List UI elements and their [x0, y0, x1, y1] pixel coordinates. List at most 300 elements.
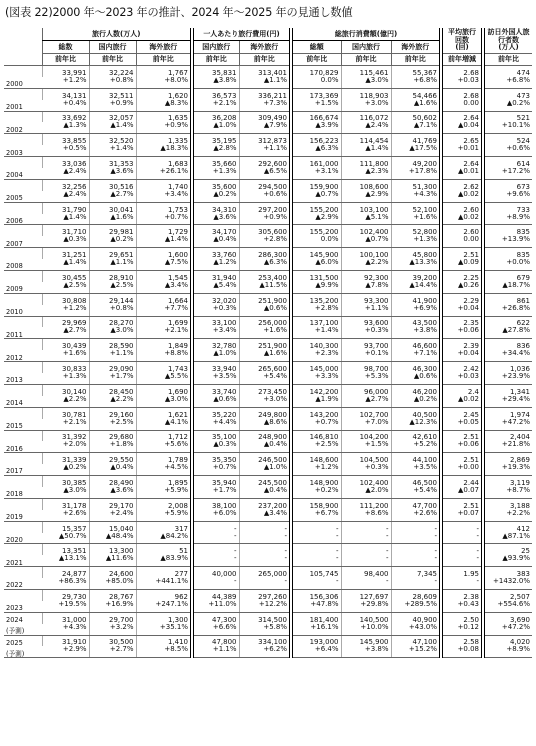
cell-growth: ▲18.3% [136, 145, 192, 156]
cell-growth: ▲1.6% [391, 100, 441, 111]
cell-growth: +0.06 [441, 327, 483, 338]
cell-value: 1,753 [136, 202, 192, 213]
cell-growth: +6.8% [483, 77, 532, 88]
cell-value: 2,869 [483, 453, 532, 464]
cell-value: 30,808 [42, 293, 89, 304]
cell-growth: ▲83.9% [136, 555, 192, 566]
cell-growth: ▲3.6% [89, 168, 136, 179]
table-row [4, 179, 532, 190]
cell-value: 159,900 [291, 179, 341, 190]
cell-growth: +1.6% [391, 214, 441, 225]
header-spend-overseas: 海外旅行 [239, 41, 291, 54]
cell-value: 1,974 [483, 407, 532, 418]
row-year [4, 476, 42, 499]
cell-value: 46,600 [391, 339, 441, 350]
table-row [4, 567, 532, 578]
cell-value: 181,400 [291, 612, 341, 623]
table-row-growth [4, 624, 532, 635]
cell-growth: ▲3.0% [42, 487, 89, 498]
cell-growth: ▲7.8% [341, 282, 391, 293]
cell-growth: ▲0.7% [291, 191, 341, 202]
cell-growth: - [239, 578, 291, 589]
cell-value: 52,800 [391, 225, 441, 236]
cell-growth: +2.1% [192, 100, 239, 111]
cell-value: 29,170 [89, 498, 136, 509]
cell-value: - [192, 521, 239, 532]
cell-growth: ▲0.02 [441, 191, 483, 202]
cell-growth: +2.5% [291, 441, 341, 452]
cell-value: 98,700 [341, 362, 391, 373]
cell-growth: +6.6% [192, 624, 239, 635]
cell-value: 115,461 [341, 66, 391, 77]
cell-growth: ▲1.4% [89, 122, 136, 133]
cell-value: 297,260 [239, 589, 291, 600]
cell-growth: +1.1% [192, 646, 239, 657]
cell-value: 31,251 [42, 248, 89, 259]
cell-value: 25 [483, 544, 532, 555]
cell-growth: +1.8% [89, 441, 136, 452]
table-row [4, 202, 532, 213]
row-year-label: 2009 [6, 285, 23, 294]
cell-value: 131,500 [291, 271, 341, 282]
cell-growth: +0.12 [441, 624, 483, 635]
cell-growth: +26.8% [483, 305, 532, 316]
cell-growth: +16.9% [89, 601, 136, 612]
cell-growth: +19.3% [483, 464, 532, 475]
cell-value: 31,000 [42, 612, 89, 623]
cell-value: 40,900 [391, 612, 441, 623]
cell-growth: +8.0% [136, 77, 192, 88]
cell-value: 143,200 [291, 407, 341, 418]
row-year-label: 2000 [6, 80, 23, 89]
row-year-label: 2015 [6, 421, 23, 430]
cell-value: 30,833 [42, 362, 89, 373]
cell-value: 166,674 [291, 111, 341, 122]
cell-value: 108,600 [341, 179, 391, 190]
header-yoy-5: 前年比 [239, 54, 291, 66]
cell-value: 314,500 [239, 612, 291, 623]
cell-value: 1.95 [441, 567, 483, 578]
cell-growth: +47.2% [483, 624, 532, 635]
cell-growth: +8.6% [341, 510, 391, 521]
cell-growth: +1.4% [291, 327, 341, 338]
cell-value: 2.29 [441, 293, 483, 304]
cell-value: 43,500 [391, 316, 441, 327]
cell-growth: +4.3% [391, 191, 441, 202]
header-yoy-2: 前年比 [89, 54, 136, 66]
cell-growth: ▲1.4% [136, 236, 192, 247]
cell-growth: +289.5% [391, 601, 441, 612]
cell-value: 40,000 [192, 567, 239, 578]
cell-growth: - [192, 555, 239, 566]
cell-value: 102,400 [341, 476, 391, 487]
cell-growth: +0.06 [441, 441, 483, 452]
table-row [4, 339, 532, 350]
cell-growth: +8.5% [136, 646, 192, 657]
cell-growth: ▲17.5% [391, 145, 441, 156]
cell-value: 2.64 [441, 157, 483, 168]
data-table-wrapper [4, 28, 532, 742]
table-row [4, 66, 532, 77]
cell-value: 2.38 [441, 589, 483, 600]
cell-value: 135,200 [291, 293, 341, 304]
cell-growth: ▲12.3% [391, 419, 441, 430]
cell-value: 614 [483, 157, 532, 168]
cell-growth: ▲0.6% [391, 373, 441, 384]
cell-value: 1,036 [483, 362, 532, 373]
cell-growth: +6.9% [391, 305, 441, 316]
cell-growth: +3.4% [192, 327, 239, 338]
table-row-growth [4, 487, 532, 498]
row-year-label: 2008 [6, 262, 23, 271]
cell-growth: +0.08 [441, 646, 483, 657]
cell-growth: ▲18.7% [483, 282, 532, 293]
cell-value: 31,178 [42, 498, 89, 509]
cell-growth: +0.07 [441, 510, 483, 521]
cell-value: 1,849 [136, 339, 192, 350]
table-row-growth [4, 578, 532, 589]
cell-value: 30,500 [89, 635, 136, 646]
cell-growth: +5.9% [136, 510, 192, 521]
cell-growth: +1.1% [341, 305, 391, 316]
cell-value: 273,450 [239, 384, 291, 395]
cell-value: 2.50 [441, 612, 483, 623]
cell-growth: +47.8% [291, 601, 341, 612]
cell-growth: +3.3% [291, 373, 341, 384]
cell-growth: - [441, 533, 483, 544]
cell-value: 2.44 [441, 476, 483, 487]
cell-value: 1,600 [136, 248, 192, 259]
table-row [4, 476, 532, 487]
cell-growth: ▲1.1% [239, 77, 291, 88]
cell-value: 673 [483, 179, 532, 190]
cell-growth: ▲7.5% [136, 259, 192, 270]
cell-value: 31,710 [42, 225, 89, 236]
row-year [4, 111, 42, 134]
cell-growth: ▲87.1% [483, 533, 532, 544]
cell-value: 2.58 [441, 635, 483, 646]
table-row-growth [4, 555, 532, 566]
cell-value: 32,520 [89, 134, 136, 145]
cell-growth: +15.2% [391, 646, 441, 657]
cell-growth: ▲2.7% [89, 191, 136, 202]
cell-growth: +4.4% [192, 419, 239, 430]
cell-value: 265,000 [239, 567, 291, 578]
cell-value: 31,940 [192, 271, 239, 282]
cell-value: 474 [483, 66, 532, 77]
cell-value: 47,100 [391, 635, 441, 646]
row-year [4, 339, 42, 362]
cell-growth: +3.5% [391, 464, 441, 475]
cell-growth: +10.0% [341, 624, 391, 635]
row-year-label: 2020 [6, 535, 23, 544]
cell-growth: ▲0.01 [441, 168, 483, 179]
cell-value: 47,300 [192, 612, 239, 623]
cell-value: - [239, 521, 291, 532]
cell-value: 2,507 [483, 589, 532, 600]
row-year-label: 2011 [6, 330, 23, 339]
cell-value: 155,200 [291, 225, 341, 236]
cell-value: 193,000 [291, 635, 341, 646]
cell-growth: +47.2% [483, 419, 532, 430]
cell-value: 111,800 [341, 157, 391, 168]
cell-value: 44,100 [391, 453, 441, 464]
header-travelers: 旅行人数(万人) [42, 28, 192, 41]
table-row-growth [4, 145, 532, 156]
cell-growth: ▲3.6% [192, 214, 239, 225]
table-body [4, 66, 532, 658]
table-row-growth [4, 441, 532, 452]
cell-growth: +6.8% [391, 77, 441, 88]
cell-growth: +0.3% [341, 327, 391, 338]
cell-growth: +5.8% [239, 624, 291, 635]
cell-growth: ▲3.0% [89, 327, 136, 338]
cell-growth: +6.4% [291, 646, 341, 657]
cell-growth: ▲2.9% [341, 191, 391, 202]
cell-growth: - [192, 533, 239, 544]
row-year-label: 2022 [6, 581, 23, 590]
cell-growth: ▲13.1% [42, 555, 89, 566]
cell-growth: +247.1% [136, 601, 192, 612]
cell-value: 237,200 [239, 498, 291, 509]
cell-value: 41,769 [391, 134, 441, 145]
cell-growth: ▲6.0% [291, 259, 341, 270]
cell-growth: +85.0% [89, 578, 136, 589]
cell-growth: +0.1% [341, 350, 391, 361]
table-row [4, 612, 532, 623]
cell-value: 30,041 [89, 202, 136, 213]
header-yoy-1: 前年比 [42, 54, 89, 66]
cell-growth: +5.6% [136, 441, 192, 452]
cell-value: 383 [483, 567, 532, 578]
cell-growth: +0.2% [291, 487, 341, 498]
cell-growth: ▲0.2% [391, 396, 441, 407]
cell-value: 2.51 [441, 453, 483, 464]
row-year [4, 293, 42, 316]
cell-value: 277 [136, 567, 192, 578]
cell-growth: ▲3.4% [239, 510, 291, 521]
cell-growth: ▲2.4% [42, 168, 89, 179]
cell-growth: +34.4% [483, 350, 532, 361]
table-row-growth [4, 191, 532, 202]
cell-value: 2.45 [441, 407, 483, 418]
row-year-label: 2025 [6, 639, 23, 648]
cell-growth: +1.3% [192, 168, 239, 179]
cell-value: 309,490 [239, 111, 291, 122]
cell-growth: ▲5.4% [192, 282, 239, 293]
cell-growth: ▲3.0% [341, 77, 391, 88]
cell-value: 35,600 [192, 179, 239, 190]
row-year [4, 248, 42, 271]
cell-value: 51 [136, 544, 192, 555]
cell-value: 962 [136, 589, 192, 600]
cell-growth: +21.8% [483, 441, 532, 452]
cell-value: 42,610 [391, 430, 441, 441]
cell-value: 2.64 [441, 111, 483, 122]
cell-growth: ▲2.3% [341, 168, 391, 179]
cell-value: 1,789 [136, 453, 192, 464]
cell-growth: ▲0.3% [42, 236, 89, 247]
cell-growth: ▲6.3% [291, 145, 341, 156]
row-year-label: 2002 [6, 125, 23, 134]
cell-growth: +6.7% [291, 510, 341, 521]
cell-value: 140,300 [291, 339, 341, 350]
cell-growth: +23.9% [483, 373, 532, 384]
cell-value: 28,490 [89, 476, 136, 487]
cell-growth: +13.9% [483, 236, 532, 247]
cell-growth: +5.3% [341, 373, 391, 384]
cell-value: 29,550 [89, 453, 136, 464]
row-year-label: 2016 [6, 444, 23, 453]
cell-growth: ▲2.2% [42, 396, 89, 407]
row-year-forecast: (予測) [6, 626, 25, 635]
cell-value: 29,144 [89, 293, 136, 304]
cell-growth: +2.3% [291, 350, 341, 361]
cell-growth: ▲9.9% [291, 282, 341, 293]
cell-value: 28,450 [89, 384, 136, 395]
cell-value: 2.51 [441, 498, 483, 509]
row-year [4, 362, 42, 385]
cell-growth: ▲2.2% [89, 396, 136, 407]
cell-growth: +3.2% [89, 624, 136, 635]
cell-value: 294,500 [239, 179, 291, 190]
row-year [4, 635, 42, 658]
cell-growth: +1.3% [42, 373, 89, 384]
row-year-label: 2021 [6, 558, 23, 567]
cell-growth: - [391, 533, 441, 544]
cell-growth: ▲1.6% [89, 214, 136, 225]
cell-value: 29,969 [42, 316, 89, 327]
table-row-growth [4, 533, 532, 544]
cell-growth: +1.6% [42, 350, 89, 361]
cell-value: 35,100 [192, 430, 239, 441]
cell-value: 2,008 [136, 498, 192, 509]
cell-growth: - [391, 555, 441, 566]
cell-value: 29,981 [89, 225, 136, 236]
cell-value: 473 [483, 88, 532, 99]
table-row-growth [4, 327, 532, 338]
cell-growth: +5.4% [391, 487, 441, 498]
row-year [4, 430, 42, 453]
cell-value: 15,040 [89, 521, 136, 532]
cell-value: 28,590 [89, 339, 136, 350]
row-year [4, 612, 42, 635]
header-blank-2 [4, 41, 42, 54]
cell-growth: ▲2.5% [89, 282, 136, 293]
cell-growth: ▲0.3% [192, 441, 239, 452]
header-overseas: 海外旅行 [136, 41, 192, 54]
cell-growth: +1.5% [291, 100, 341, 111]
cell-growth: ▲13.3% [391, 259, 441, 270]
cell-growth: +2.8% [239, 236, 291, 247]
header-total-consumption: 総旅行消費額(億円) [291, 28, 441, 41]
cell-value: 148,600 [291, 453, 341, 464]
cell-growth: +10.1% [483, 122, 532, 133]
cell-value: 2.39 [441, 339, 483, 350]
cell-value: 29,651 [89, 248, 136, 259]
cell-growth: +1.3% [391, 236, 441, 247]
table-row-growth [4, 100, 532, 111]
cell-value: 31,339 [42, 453, 89, 464]
cell-value: 155,200 [291, 202, 341, 213]
cell-growth: +0.7% [291, 419, 341, 430]
cell-growth: +2.5% [89, 419, 136, 430]
cell-growth: ▲2.7% [42, 327, 89, 338]
cell-growth: ▲8.6% [239, 419, 291, 430]
cell-growth: +0.4% [42, 100, 89, 111]
cell-growth: +1.2% [291, 464, 341, 475]
cell-value: 35,220 [192, 407, 239, 418]
cell-growth: +0.01 [441, 145, 483, 156]
cell-growth: +0.5% [42, 145, 89, 156]
cell-growth: ▲2.7% [341, 396, 391, 407]
cell-value: 29,730 [42, 589, 89, 600]
cell-growth: ▲4.1% [136, 419, 192, 430]
cell-growth: +0.3% [341, 464, 391, 475]
cell-growth: +35.1% [136, 624, 192, 635]
cell-growth: +1.7% [89, 373, 136, 384]
cell-value: 28,609 [391, 589, 441, 600]
cell-value: 32,224 [89, 66, 136, 77]
cell-value: - [239, 544, 291, 555]
cell-value: 30,385 [42, 476, 89, 487]
cell-growth: 0.00 [441, 100, 483, 111]
cell-value: 1,664 [136, 293, 192, 304]
header-total: 総数 [42, 41, 89, 54]
row-year [4, 202, 42, 225]
header-inbound-unit: (万人) [498, 43, 519, 52]
cell-growth: +1.2% [42, 305, 89, 316]
cell-growth: ▲3.9% [291, 122, 341, 133]
cell-value: 35,350 [192, 453, 239, 464]
cell-value: 297,200 [239, 202, 291, 213]
row-year-label: 2003 [6, 148, 23, 157]
cell-value: 861 [483, 293, 532, 304]
cell-value: 35,831 [192, 66, 239, 77]
header-diff: 前年増減 [441, 54, 483, 66]
row-year [4, 316, 42, 339]
cell-growth: +0.9% [136, 122, 192, 133]
table-row-growth [4, 419, 532, 430]
table-row [4, 157, 532, 168]
cell-value: 256,000 [239, 316, 291, 327]
cell-growth: ▲1.3% [42, 122, 89, 133]
cell-growth: +17.2% [483, 168, 532, 179]
cell-growth: +7.1% [391, 350, 441, 361]
cell-growth: +2.9% [42, 646, 89, 657]
cell-value: 40,500 [391, 407, 441, 418]
cell-growth: ▲0.6% [239, 305, 291, 316]
table-row [4, 407, 532, 418]
row-year-label: 2007 [6, 239, 23, 248]
header-spend-per-person: 一人あたり旅行費用(円) [192, 28, 291, 41]
cell-growth: +3.4% [136, 191, 192, 202]
header-blank [4, 28, 42, 41]
cell-value: 2.4 [441, 384, 483, 395]
row-year [4, 66, 42, 89]
cell-value: - [291, 544, 341, 555]
cell-value: 29,680 [89, 430, 136, 441]
cell-value: 1,300 [136, 612, 192, 623]
cell-value: 246,500 [239, 453, 291, 464]
cell-value: 31,353 [89, 157, 136, 168]
cell-value: 2.51 [441, 248, 483, 259]
cell-value: 2.60 [441, 225, 483, 236]
cell-value: 30,781 [42, 407, 89, 418]
row-year-label: 2013 [6, 376, 23, 385]
cell-growth: ▲93.9% [483, 555, 532, 566]
cell-value: 102,700 [341, 407, 391, 418]
